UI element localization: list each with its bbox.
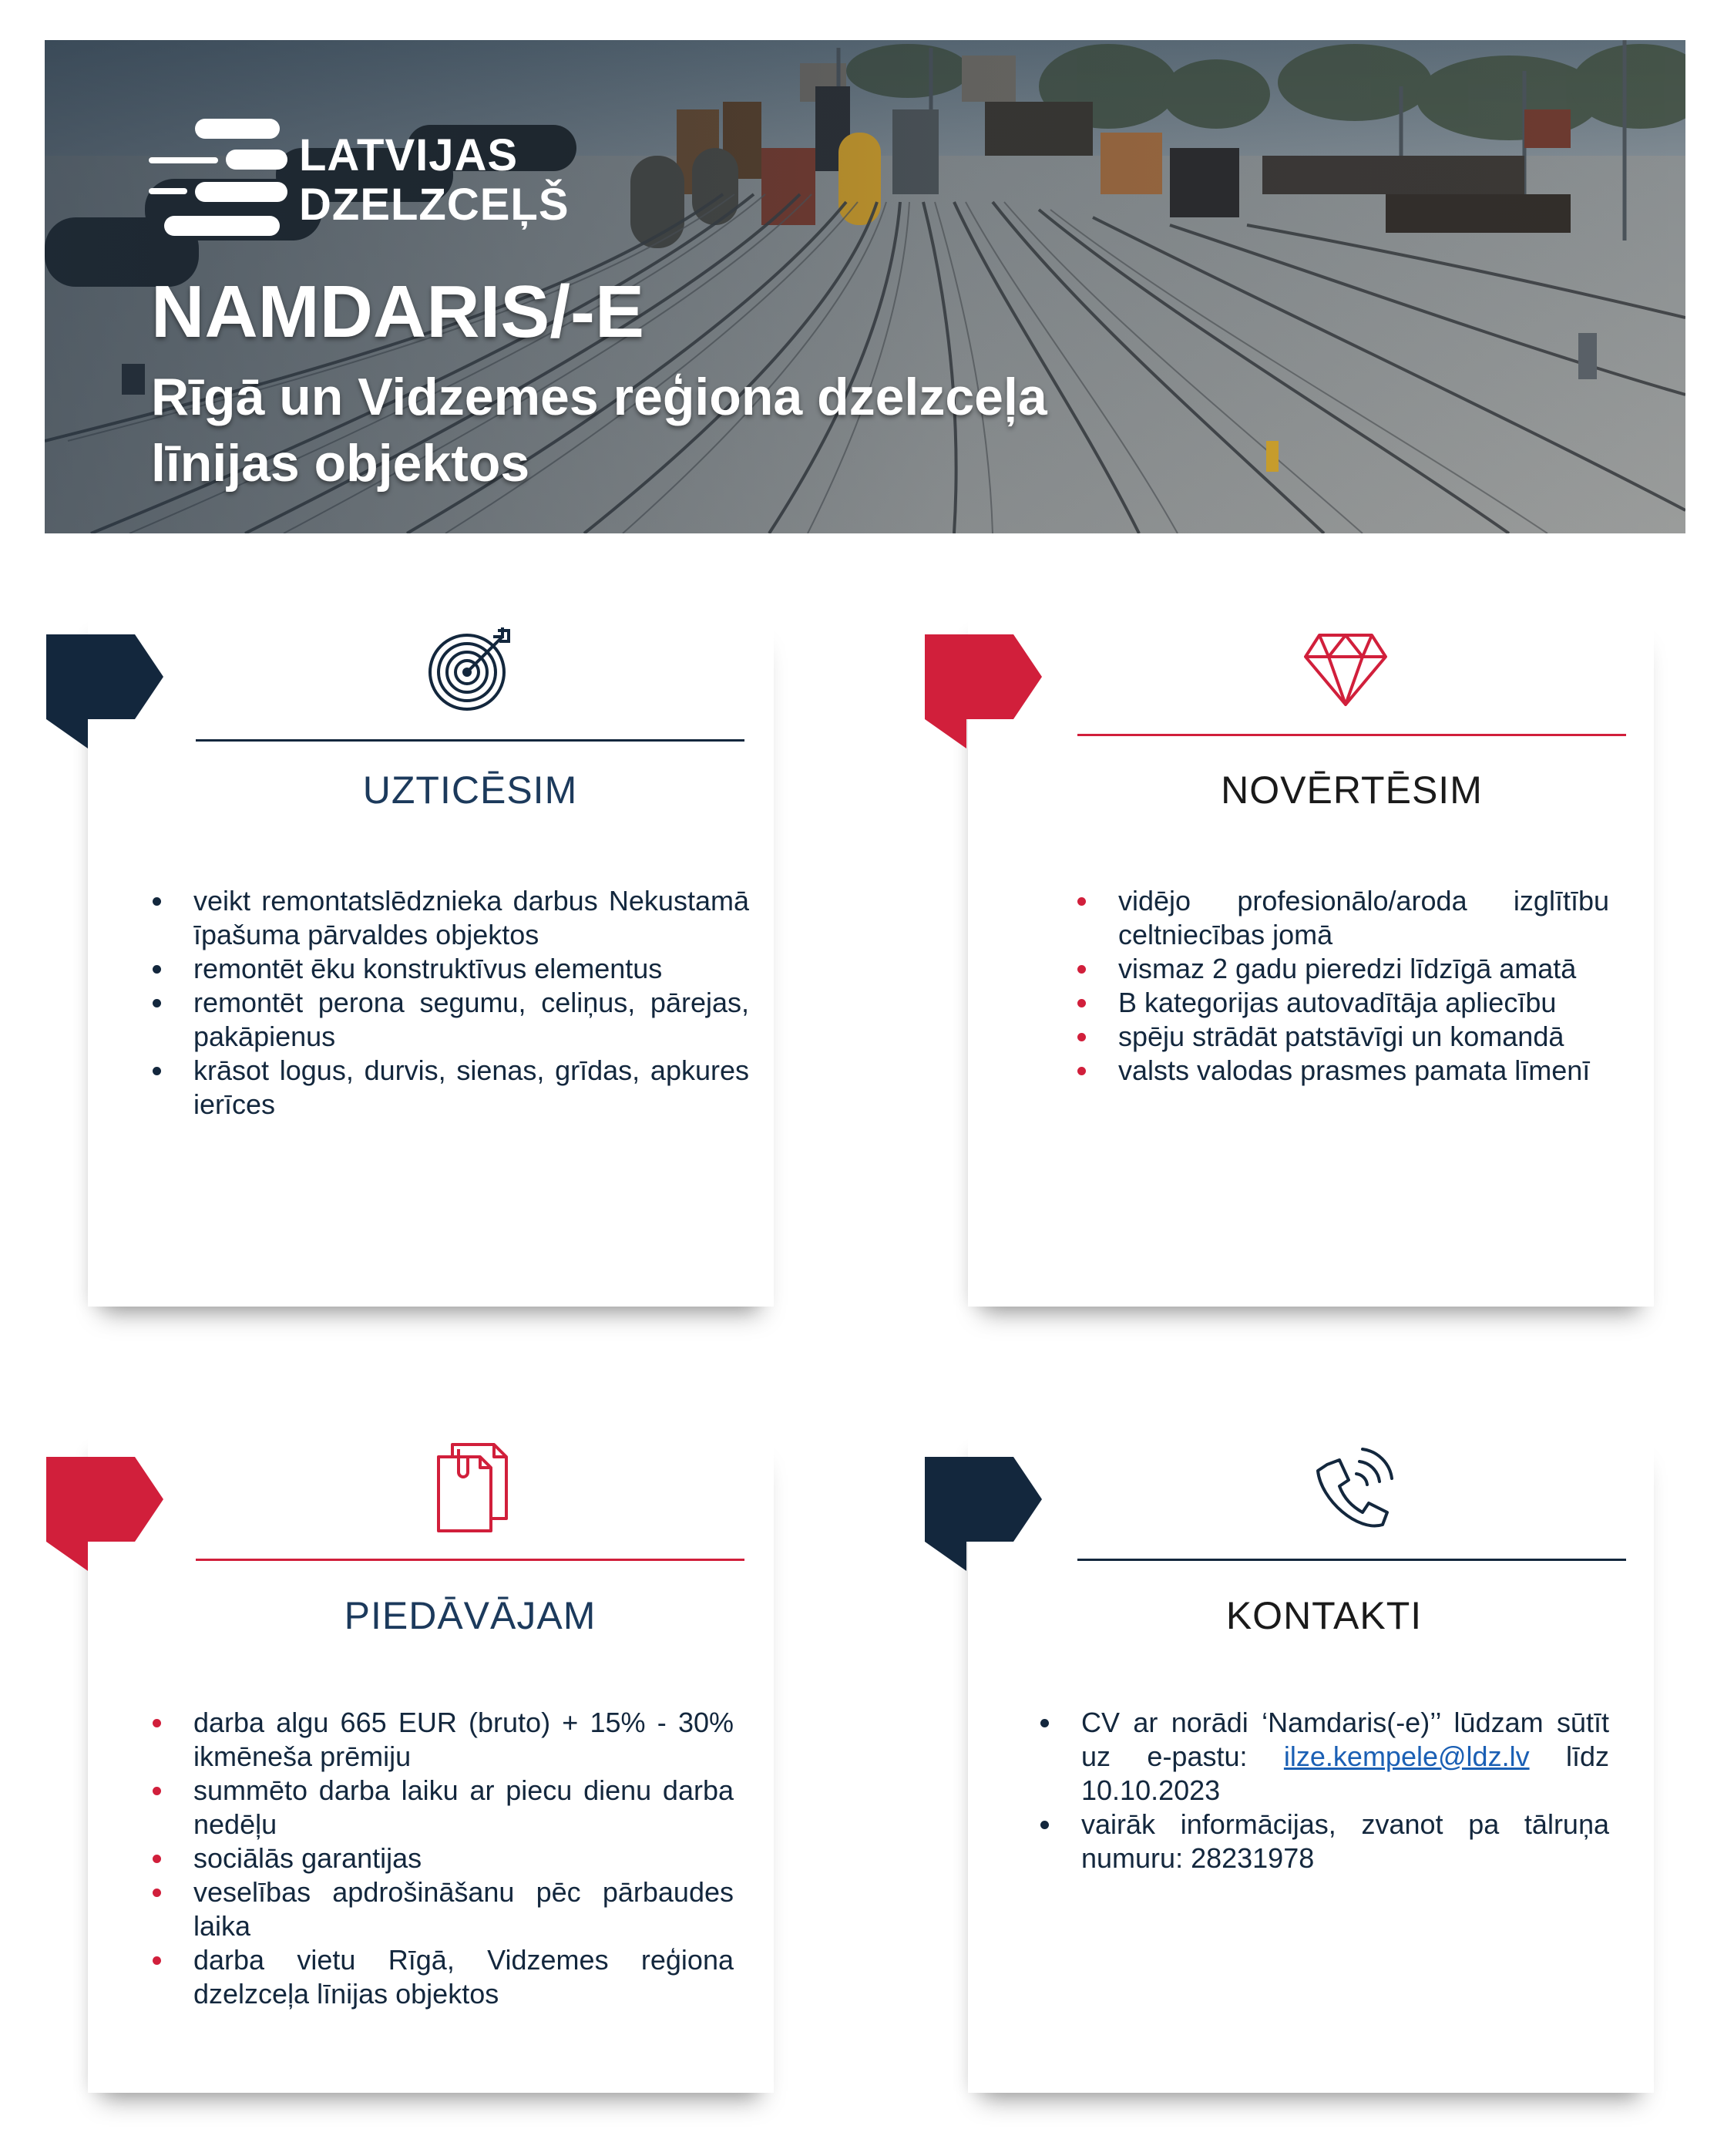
section-heading-novertesim: NOVĒRTĒSIM bbox=[1221, 769, 1483, 812]
kontakti-list bbox=[1039, 1706, 1609, 1875]
section-tab-navy bbox=[46, 634, 163, 748]
section-heading-kontakti: KONTAKTI bbox=[1225, 1594, 1423, 1637]
logo-line-1: LATVIJAS bbox=[299, 130, 519, 180]
section-tab-navy bbox=[925, 1457, 1042, 1571]
logo-text bbox=[299, 131, 570, 230]
list-item: krāsot logus, durvis, sienas, grīdas, apkures ierīces bbox=[151, 1054, 749, 1122]
list-item: spēju strādāt patstāvīgi un komandā bbox=[1076, 1020, 1609, 1054]
phone-icon bbox=[1304, 1441, 1398, 1535]
cv-text: CV ar norādi ‘Namdaris(-e)’’ lūdzam sūtīt uz e-pastu: bbox=[1081, 1707, 1609, 1772]
diamond-icon bbox=[1302, 624, 1389, 711]
section-divider bbox=[196, 739, 744, 742]
section-heading-uzticesim: UZTICĒSIM bbox=[362, 769, 578, 812]
list-item: veikt remontatslēdznieka darbus Nekustamā īpašuma pārvaldes objektos bbox=[151, 884, 749, 952]
job-subtitle bbox=[151, 364, 1230, 496]
header-banner bbox=[45, 40, 1685, 533]
list-item: summēto darba laiku ar piecu dienu darba nedēļu bbox=[151, 1774, 734, 1842]
uzticesim-list bbox=[151, 884, 749, 1122]
list-item: vismaz 2 gadu pieredzi līdzīgā amatā bbox=[1076, 952, 1609, 986]
section-heading-piedavajam: PIEDĀVĀJAM bbox=[344, 1594, 596, 1637]
list-item: darba algu 665 EUR (bruto) + 15% - 30% ikmēneša prēmiju bbox=[151, 1706, 734, 1774]
section-divider bbox=[1077, 734, 1626, 736]
job-title: NAMDARIS/-E bbox=[151, 271, 644, 353]
piedavajam-list bbox=[151, 1706, 734, 2011]
list-item: remontēt perona segumu, celiņus, pārejas, pakāpienus bbox=[151, 986, 749, 1054]
email-link[interactable]: ilze.kempele@ldz.lv bbox=[1283, 1741, 1530, 1772]
list-item: vidējo profesionālo/aroda izglītību celtniecības jomā bbox=[1076, 884, 1609, 952]
list-item: darba vietu Rīgā, Vidzemes reģiona dzelzceļa līnijas objektos bbox=[151, 1943, 734, 2011]
list-item: veselības apdrošināšanu pēc pārbaudes laika bbox=[151, 1875, 734, 1943]
section-divider bbox=[196, 1559, 744, 1561]
list-item-phone: vairāk informācijas, zvanot pa tālruņa numuru: 28231978 bbox=[1039, 1808, 1609, 1875]
target-icon bbox=[424, 623, 516, 715]
list-item-cv bbox=[1039, 1706, 1609, 1808]
section-tab-red bbox=[925, 634, 1042, 748]
list-item: sociālās garantijas bbox=[151, 1842, 734, 1875]
novertesim-list bbox=[1076, 884, 1609, 1088]
logo-line-2: DZELZCEĻŠ bbox=[299, 180, 570, 230]
list-item: valsts valodas prasmes pamata līmenī bbox=[1076, 1054, 1609, 1088]
deadline-text: līdz 10.10.2023 bbox=[1081, 1741, 1609, 1806]
subtitle-line-1: Rīgā un Vidzemes reģiona dzelzceļa bbox=[151, 368, 1047, 426]
section-tab-red bbox=[46, 1457, 163, 1571]
documents-icon bbox=[435, 1441, 512, 1534]
subtitle-line-2: līnijas objektos bbox=[151, 434, 530, 493]
list-item: B kategorijas autovadītāja apliecību bbox=[1076, 986, 1609, 1020]
section-divider bbox=[1077, 1559, 1626, 1561]
list-item: remontēt ēku konstruktīvus elementus bbox=[151, 952, 749, 986]
